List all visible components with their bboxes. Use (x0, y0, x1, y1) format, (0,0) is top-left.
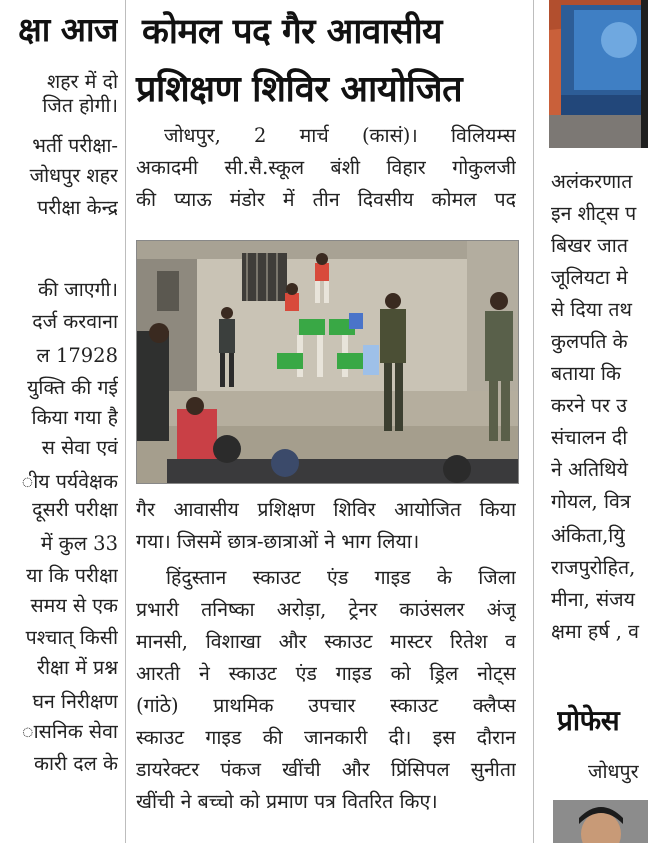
right-column-line-6: कुलपति के (551, 330, 628, 353)
left-column-line-11: स सेवा एवं (41, 436, 118, 459)
left-column-line-14: में कुल 33 (40, 532, 118, 555)
article-body-line-6: आरती ने स्काउट एंड गाइड को ड्रिल नोट्स (136, 662, 516, 685)
column-rule-left (125, 0, 126, 843)
article-body-line-1: गैर आवासीय प्रशिक्षण शिविर आयोजित किया (136, 498, 516, 521)
right-column-line-4: जूलियटा मे (551, 266, 628, 289)
article-body-line-3: हिंदुस्तान स्काउट एंड गाइड के जिला (166, 566, 516, 589)
article-intro-line-3: की प्याऊ मंडोर में तीन दिवसीय कोमल पद (136, 188, 516, 211)
left-column-line-20: ासनिक सेवा (22, 720, 118, 743)
right-column-line-15: क्षमा हर्ष , व (551, 620, 639, 643)
portrait-photo (553, 800, 648, 843)
left-column-line-19: घन निरीक्षण (32, 690, 118, 713)
left-column-line-1: शहर में दो (46, 70, 118, 93)
left-column-line-8: ल 17928 (36, 344, 118, 367)
left-column-line-13: दूसरी परीक्षा (32, 498, 118, 521)
wall-mural-photo (549, 0, 648, 148)
right-column-line-13: राजपुरोहित, (551, 556, 636, 579)
left-column-line-16: समय से एक (30, 594, 118, 617)
right-column-line-14: मीना, संजय (551, 588, 635, 611)
right-top-photo (549, 0, 648, 148)
right-column-line-10: ने अतिथिये (551, 458, 628, 481)
left-column-line-18: रीक्षा में प्रश्न (37, 656, 118, 679)
article-body-line-9: डायरेक्टर पंकज खींची और प्रिंसिपल सुनीता (136, 758, 516, 781)
left-column-line-10: किया गया है (31, 406, 118, 429)
article-headline-line1: कोमल पद गैर आवासीय (142, 12, 442, 52)
article-body-line-10: खींची ने बच्चो को प्रमाण पत्र वितरित किए। (136, 790, 438, 813)
article-photo (136, 240, 519, 484)
article-headline-line2: प्रशिक्षण शिविर आयोजित (136, 69, 463, 110)
right-bottom-photo (553, 800, 648, 843)
article-body-line-2: गया। जिसमें छात्र-छात्राओं ने भाग लिया। (136, 530, 420, 553)
left-column-line-5: परीक्षा केन्द्र (37, 196, 118, 219)
left-column-line-6: की जाएगी। (38, 278, 118, 301)
right-column-line-1: अलंकरणात (551, 170, 633, 193)
column-rule-right (533, 0, 534, 843)
right-column-line-11: गोयल, वित्र (551, 490, 631, 513)
left-column-line-9: युक्ति की गई (27, 376, 118, 399)
left-column-line-12: ीय पर्यवेक्षक (21, 470, 118, 493)
left-column-line-21: कारी दल के (33, 752, 118, 775)
article-intro-line-2: अकादमी सी.सै.स्कूल बंशी विहार गोकुलजी (136, 156, 516, 179)
left-column-line-4: जोधपुर शहर (29, 164, 118, 187)
right-column-line-3: बिखर जात (551, 234, 628, 257)
article-body-line-7: (गांठे) प्राथमिक उपचार स्काउट क्लैप्स (136, 694, 516, 717)
article-body-line-5: मानसी, विशाखा और स्काउट मास्टर रितेश व (136, 630, 516, 653)
scouts-pyramid-photo (137, 241, 518, 483)
right-column-line-5: से दिया तथ (551, 298, 632, 321)
left-column-line-17: पश्चात् किसी (25, 626, 118, 649)
article-body-line-4: प्रभारी तनिष्का अरोड़ा, ट्रेनर काउंसलर अंजू (136, 598, 516, 621)
right-column-line-2: इन शीट्स प (551, 202, 637, 225)
left-column-line-2: जित होगी। (42, 94, 118, 117)
right-column-line-9: संचालन दी (551, 426, 628, 449)
left-column-line-15: या कि परीक्षा (26, 564, 118, 587)
right-dateline: जोधपुर (588, 760, 639, 783)
right-column-line-8: करने पर उ (551, 394, 627, 417)
left-headline: क्षा आज (18, 10, 118, 49)
left-column-line-7: दर्ज करवाना (32, 310, 118, 333)
article-body-line-8: स्काउट गाइड की जानकारी दी। इस दौरान (136, 726, 516, 749)
right-column-line-12: अंकिता,युि (551, 524, 625, 547)
right-column-line-7: बताया कि (551, 362, 621, 385)
right-headline: प्रोफेस (557, 704, 620, 737)
article-intro-line-1: जोधपुर, 2 मार्च (कासं)। विलियम्स (164, 124, 516, 147)
left-column-line-3: भर्ती परीक्षा- (32, 134, 118, 157)
